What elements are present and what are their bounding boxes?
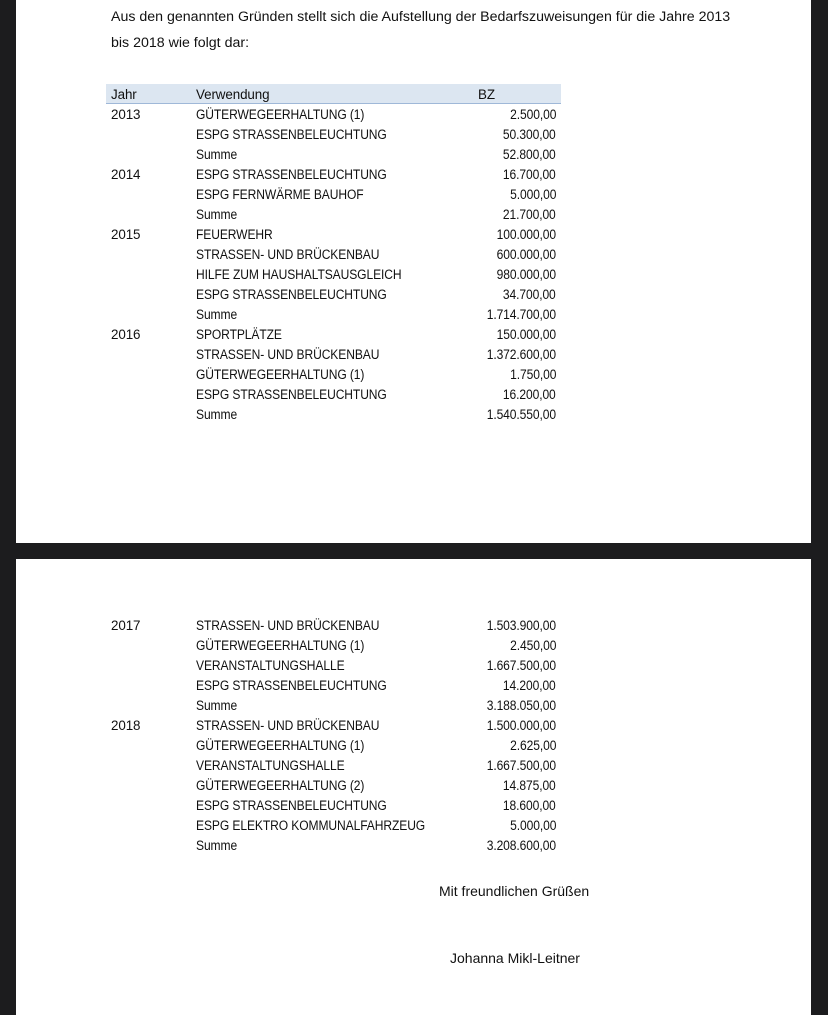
intro-paragraph: Aus den genannten Gründen stellt sich die Aufstellung der Bedarfszuweisungen für die Jahre 2013 bis 2018 wie folgt dar: (111, 9, 731, 51)
row-use: VERANSTALTUNGSHALLE (196, 658, 345, 673)
header-year: Jahr (111, 87, 137, 102)
row-year: 2015 (111, 227, 141, 242)
row-year: 2018 (111, 718, 141, 733)
header-use: Verwendung (196, 87, 270, 102)
signature-name: Johanna Mikl-Leitner (450, 950, 580, 966)
row-use: Summe (196, 838, 238, 853)
row-bz: 2.450,00 (509, 638, 556, 653)
row-use: GÜTERWEGEERHALTUNG (1) (196, 638, 365, 653)
row-bz: 1.540.550,00 (486, 407, 556, 422)
row-year: 2016 (111, 327, 141, 342)
row-use: ESPG STRASSENBELEUCHTUNG (196, 167, 387, 182)
row-bz: 150.000,00 (496, 327, 556, 342)
row-bz: 16.700,00 (503, 167, 556, 182)
row-bz: 1.750,00 (509, 367, 556, 382)
row-bz: 16.200,00 (503, 387, 556, 402)
row-use: STRASSEN- UND BRÜCKENBAU (196, 618, 380, 633)
row-bz: 52.800,00 (503, 147, 556, 162)
row-use: SPORTPLÄTZE (196, 327, 282, 342)
row-bz: 980.000,00 (496, 267, 556, 282)
row-bz: 18.600,00 (503, 798, 556, 813)
row-use: Summe (196, 307, 238, 322)
row-use: ESPG STRASSENBELEUCHTUNG (196, 798, 387, 813)
row-use: VERANSTALTUNGSHALLE (196, 758, 345, 773)
row-bz: 1.667.500,00 (486, 658, 556, 673)
row-use: GÜTERWEGEERHALTUNG (1) (196, 738, 365, 753)
row-use: ESPG FERNWÄRME BAUHOF (196, 187, 364, 202)
row-bz: 5.000,00 (509, 187, 556, 202)
row-bz: 34.700,00 (503, 287, 556, 302)
row-bz: 2.500,00 (509, 107, 556, 122)
row-use: FEUERWEHR (196, 227, 273, 242)
row-use: HILFE ZUM HAUSHALTSAUSGLEICH (196, 267, 402, 282)
row-bz: 1.714.700,00 (486, 307, 556, 322)
row-use: Summe (196, 207, 238, 222)
closing-salutation: Mit freundlichen Grüßen (439, 883, 590, 899)
header-bz: BZ (478, 87, 495, 102)
document-page-1 (16, 0, 811, 543)
row-bz: 5.000,00 (509, 818, 556, 833)
row-use: GÜTERWEGEERHALTUNG (1) (196, 107, 365, 122)
row-bz: 1.500.000,00 (486, 718, 556, 733)
row-use: ESPG STRASSENBELEUCHTUNG (196, 127, 387, 142)
row-use: Summe (196, 147, 238, 162)
document-page-2 (16, 559, 811, 1015)
row-use: STRASSEN- UND BRÜCKENBAU (196, 347, 380, 362)
row-bz: 600.000,00 (496, 247, 556, 262)
row-use: GÜTERWEGEERHALTUNG (2) (196, 778, 365, 793)
row-use: ESPG STRASSENBELEUCHTUNG (196, 678, 387, 693)
row-bz: 3.188.050,00 (486, 698, 556, 713)
row-year: 2014 (111, 167, 141, 182)
row-use: ESPG STRASSENBELEUCHTUNG (196, 387, 387, 402)
row-bz: 2.625,00 (509, 738, 556, 753)
row-bz: 14.875,00 (503, 778, 556, 793)
row-use: Summe (196, 698, 238, 713)
row-bz: 50.300,00 (503, 127, 556, 142)
row-use: STRASSEN- UND BRÜCKENBAU (196, 247, 380, 262)
row-bz: 14.200,00 (503, 678, 556, 693)
row-use: ESPG ELEKTRO KOMMUNALFAHRZEUG (196, 818, 426, 833)
row-bz: 3.208.600,00 (486, 838, 556, 853)
row-bz: 1.503.900,00 (486, 618, 556, 633)
row-year: 2013 (111, 107, 141, 122)
row-use: STRASSEN- UND BRÜCKENBAU (196, 718, 380, 733)
row-bz: 100.000,00 (496, 227, 556, 242)
row-year: 2017 (111, 618, 141, 633)
row-bz: 21.700,00 (503, 207, 556, 222)
row-bz: 1.667.500,00 (486, 758, 556, 773)
row-bz: 1.372.600,00 (486, 347, 556, 362)
row-use: ESPG STRASSENBELEUCHTUNG (196, 287, 387, 302)
row-use: GÜTERWEGEERHALTUNG (1) (196, 367, 365, 382)
row-use: Summe (196, 407, 238, 422)
